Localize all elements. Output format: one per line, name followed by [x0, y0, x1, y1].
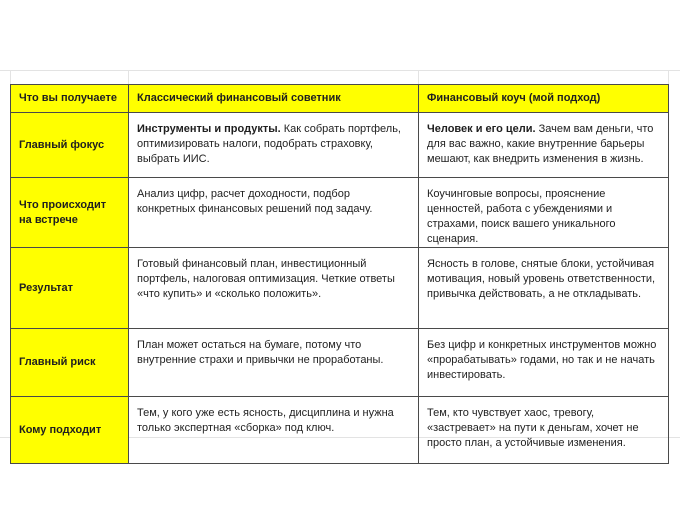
cell-text: Как собрать портфель, оптимизировать налоги, подобрать страховку, выбрать ИИС.: [137, 123, 401, 165]
header-cell-classic-advisor[interactable]: Классический финансовый советник: [129, 85, 419, 113]
classic-cell[interactable]: [129, 397, 419, 464]
coach-cell[interactable]: [419, 329, 669, 397]
row-label-cell[interactable]: Результат: [11, 248, 129, 329]
header-cell-financial-coach[interactable]: Финансовый коуч (мой подход): [419, 85, 669, 113]
header-cell-what[interactable]: Что вы получаете: [11, 85, 129, 113]
row-label-cell[interactable]: Главный фокус: [11, 113, 129, 178]
cell-text: Готовый финансовый план, инвестиционный портфель, налоговая оптимизация. Четкие ответы «что купить» и «сколько положить».: [137, 258, 395, 300]
row-label-cell[interactable]: Кому подходит: [11, 397, 129, 464]
table-row: [11, 178, 669, 248]
classic-cell[interactable]: [129, 248, 419, 329]
cell-text: Ясность в голове, снятые блоки, устойчивая мотивация, новый уровень ответственности, привычка действовать, а не откладывать.: [427, 258, 656, 300]
row-label-cell[interactable]: Что происходит на встрече: [11, 178, 129, 248]
grid-line: [0, 70, 680, 71]
cell-text: Зачем вам деньги, что для вас важно, какие внутренние барьеры мешают, как внедрить изменения в жизнь.: [427, 123, 654, 165]
classic-cell[interactable]: [129, 329, 419, 397]
comparison-table: [10, 84, 669, 464]
table-row: [11, 397, 669, 464]
cell-lead-text: Инструменты и продукты.: [137, 123, 281, 135]
coach-cell[interactable]: [419, 248, 669, 329]
coach-cell[interactable]: [419, 113, 669, 178]
cell-text: Без цифр и конкретных инструментов можно «прорабатывать» годами, но так и не начать инвестировать.: [427, 339, 657, 381]
cell-text: Анализ цифр, расчет доходности, подбор конкретных финансовых решений под задачу.: [137, 188, 373, 215]
table-row: [11, 248, 669, 329]
coach-cell[interactable]: [419, 397, 669, 464]
classic-cell[interactable]: [129, 113, 419, 178]
coach-cell[interactable]: [419, 178, 669, 248]
classic-cell[interactable]: [129, 178, 419, 248]
table-row: [11, 113, 669, 178]
row-label-cell[interactable]: Главный риск: [11, 329, 129, 397]
header-row: [11, 85, 669, 113]
cell-text: План может остаться на бумаге, потому что внутренние страхи и привычки не проработаны.: [137, 339, 384, 366]
cell-text: Тем, у кого уже есть ясность, дисциплина и нужна только экспертная «сборка» под ключ.: [137, 407, 394, 434]
table-row: [11, 329, 669, 397]
cell-text: Тем, кто чувствует хаос, тревогу, «застревает» на пути к деньгам, хочет не просто план, а устойчивые изменения.: [427, 407, 639, 449]
cell-lead-text: Человек и его цели.: [427, 123, 536, 135]
cell-text: Коучинговые вопросы, прояснение ценностей, работа с убеждениями и страхами, поиск вашего уникального сценария.: [427, 188, 616, 245]
